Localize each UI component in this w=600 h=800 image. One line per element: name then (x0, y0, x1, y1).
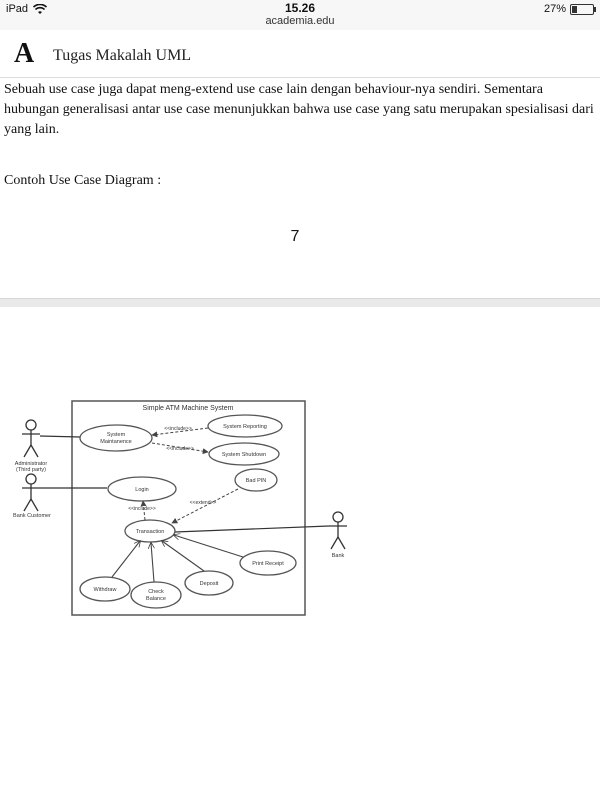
document-page-8 (0, 307, 600, 800)
actor-administrator-sub: (Third party) (16, 467, 46, 473)
label-system-reporting: System Reporting (223, 424, 267, 430)
document-header (0, 30, 600, 78)
actor-bank-label: Bank (331, 553, 345, 559)
actor-administrator-label: Administrator (14, 461, 48, 467)
diagram-title: Simple ATM Machine System (142, 405, 234, 412)
status-right (544, 3, 594, 15)
battery-percent: 27% (543, 3, 566, 15)
label-check-balance-1: Check (148, 589, 164, 595)
label-system-shutdown: System Shutdown (221, 452, 267, 458)
document-page-7 (0, 78, 600, 298)
label-include-reporting: <<include>> (164, 426, 192, 432)
url-label[interactable]: academia.edu (265, 15, 335, 27)
label-extend-badpin: <<extend>> (189, 500, 217, 506)
status-time: 15.26 (284, 1, 316, 15)
label-withdraw: Withdraw (93, 587, 117, 593)
body-paragraph: Sebuah use case juga dapat meng-extend use case lain dengan behaviour-nya sendiri. Sementara hubungan generalisasi antar use case menunjukkan bahwa use case yang satu merupakan spesialisasi dari yang lain. (4, 82, 594, 137)
actor-bank (329, 512, 347, 549)
status-center (0, 2, 600, 28)
label-check-balance-2: Balance (146, 596, 166, 602)
device-label: iPad (6, 3, 29, 15)
use-case-diagram (0, 307, 600, 800)
actor-bank-customer (22, 474, 40, 511)
label-include-login: <<include>> (128, 506, 156, 512)
status-bar (0, 0, 600, 30)
label-bad-pin: Bad PIN (245, 478, 267, 484)
usecase-check-balance (131, 582, 181, 608)
actor-administrator (22, 420, 40, 457)
usecase-system-maintenance (80, 425, 152, 451)
page-number: 7 (290, 228, 300, 245)
example-heading: Contoh Use Case Diagram : (4, 173, 162, 188)
label-system-maintenance-1: System (106, 432, 126, 438)
label-transaction: Transaction (135, 529, 165, 535)
actor-bank-customer-label: Bank Customer (13, 513, 51, 519)
battery-icon (570, 4, 594, 15)
label-print-receipt: Print Receipt (252, 561, 284, 567)
document-title: Tugas Makalah UML (53, 47, 192, 64)
battery-fill (572, 6, 577, 13)
label-deposit: Deposit (199, 581, 219, 587)
label-login: Login (135, 487, 149, 493)
academia-logo[interactable]: A (14, 38, 35, 69)
label-include-shutdown: <<include>> (166, 446, 194, 452)
label-system-maintenance-2: Maintanence (100, 439, 132, 445)
